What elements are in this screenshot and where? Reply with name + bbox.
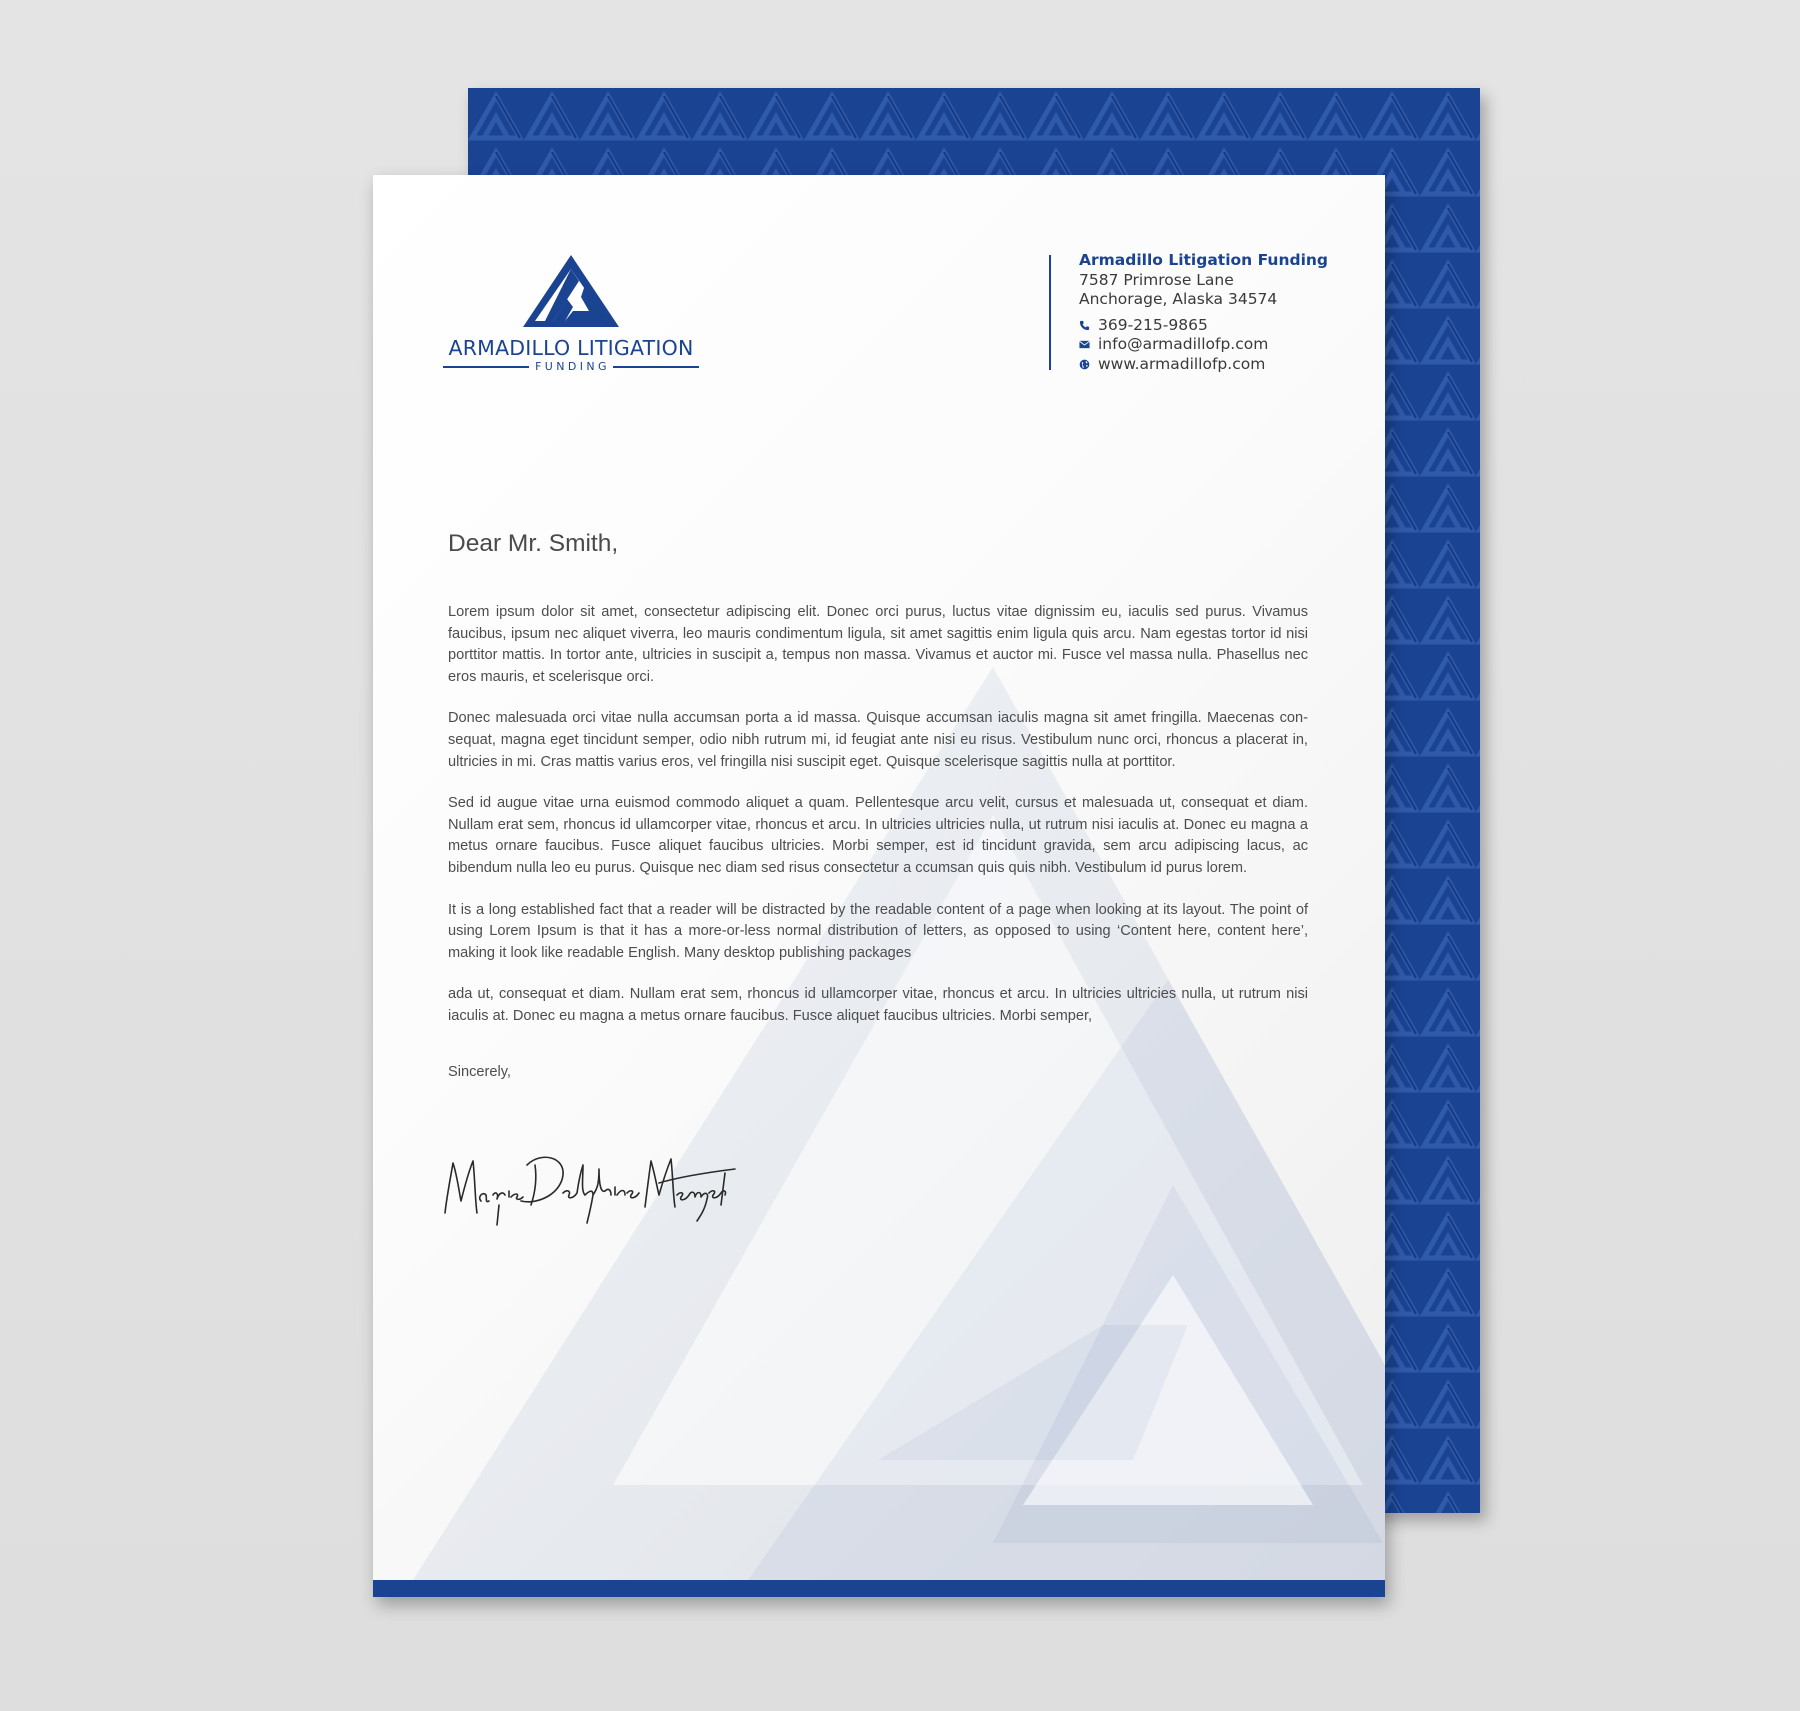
paragraph-1: Lorem ipsum dolor sit amet, consectetur adipiscing elit. Donec orci purus, luctus vitae dignissim eu, iaculis sed purus. Vivamus faucibus, ipsum nec aliquet viverra, leo mauris condimentum ligula, sit amet sagittis enim ligula quis arcu. Nam egestas tortor id nisi porttitor mattis. In tortor ante, ultricies in suscipit a, tempus non massa. Vivamus et auctor mi. Fusce vel massa nulla. Phasellus nec eros mauris, et scelerisque orci. [448, 604, 1308, 685]
paragraph-2: Donec malesuada orci vitae nulla accumsan porta a id massa. Quisque accumsan iaculis magna sit amet fringilla. Maecenas con-sequat, magna eget tincidunt semper, odio nibh rutrum mi, id feugiat ante nisi eu risus. Vestibulum nunc orci, rhoncus a placerat in, ultricies in mi. Cras mattis varius eros, vel fringilla nisi suscipit eget. Quisque scelerisque sagittis nulla at porttitor. [448, 710, 1308, 770]
logo-sub-row [443, 360, 699, 374]
closing: Sincerely, [448, 1063, 511, 1080]
company-logo [443, 255, 699, 374]
paragraph-3: Sed id augue vitae urna euismod commodo aliquet a quam. Pellentesque arcu velit, cursus et malesuada ut, consequat et diam. Nullam erat sem, rhoncus id ullamcorper vitae, rhoncus et arcu. In ultricies ultricies nulla, ut rutrum nisi iaculis at. Donec eu magna a metus ornare faucibus. Fusce aliquet faucibus ultricies. Morbi semper, est id tincidunt gravida, sem arcu adipiscing lacus, ac bibendum nulla leo eu purus. Quisque nec diam sed risus consectetur a ccumsan quis quis nibh. Vestibulum id purus lorem. [448, 795, 1308, 876]
triangle-monogram-icon [523, 255, 619, 329]
letter-sheet [373, 175, 1385, 1597]
phone-icon [1079, 320, 1090, 331]
contact-phone-row [1079, 316, 1328, 336]
letter-body [448, 530, 1308, 1094]
footer-bar [373, 1580, 1385, 1597]
logo-rule-left [443, 366, 529, 368]
contact-company: Armadillo Litigation Funding [1079, 251, 1329, 269]
paragraph-4: It is a long established fact that a reader will be distracted by the readable content of a page when looking at its layout. The point of using Lorem Ipsum is that it has a more-or-less normal distribution of letters, as opposed to using ‘Content here, content here’, making it look like readable English. Many desktop publishing packages [448, 901, 1308, 961]
globe-icon [1079, 359, 1090, 370]
contact-address-line2: Anchorage, Alaska 34574 [1079, 290, 1278, 308]
paragraph-5: ada ut, consequat et diam. Nullam erat sem, rhoncus id ullamcorper vitae, rhoncus et arcu. In ultricies ultricies nulla, ut rutrum nisi iaculis at. Donec eu magna a metus ornare faucibus. Fusce aliquet faucibus ultricies. Morbi semper, [448, 986, 1308, 1024]
contact-website-row [1079, 355, 1328, 375]
contact-website[interactable]: www.armadillofp.com [1098, 354, 1266, 373]
logo-subname: FUNDING [535, 360, 610, 373]
logo-name: ARMADILLO LITIGATION [448, 336, 694, 360]
handwritten-signature [439, 1135, 739, 1235]
contact-divider [1049, 255, 1051, 370]
contact-phone[interactable]: 369-215-9865 [1098, 315, 1208, 334]
contact-email[interactable]: info@armadillofp.com [1098, 335, 1269, 353]
envelope-icon [1079, 339, 1090, 350]
contact-block [1079, 251, 1328, 374]
contact-email-row [1079, 335, 1328, 355]
salutation: Dear Mr. Smith, [448, 530, 619, 557]
contact-address-line1: 7587 Primrose Lane [1079, 270, 1234, 289]
logo-rule-right [613, 366, 699, 368]
